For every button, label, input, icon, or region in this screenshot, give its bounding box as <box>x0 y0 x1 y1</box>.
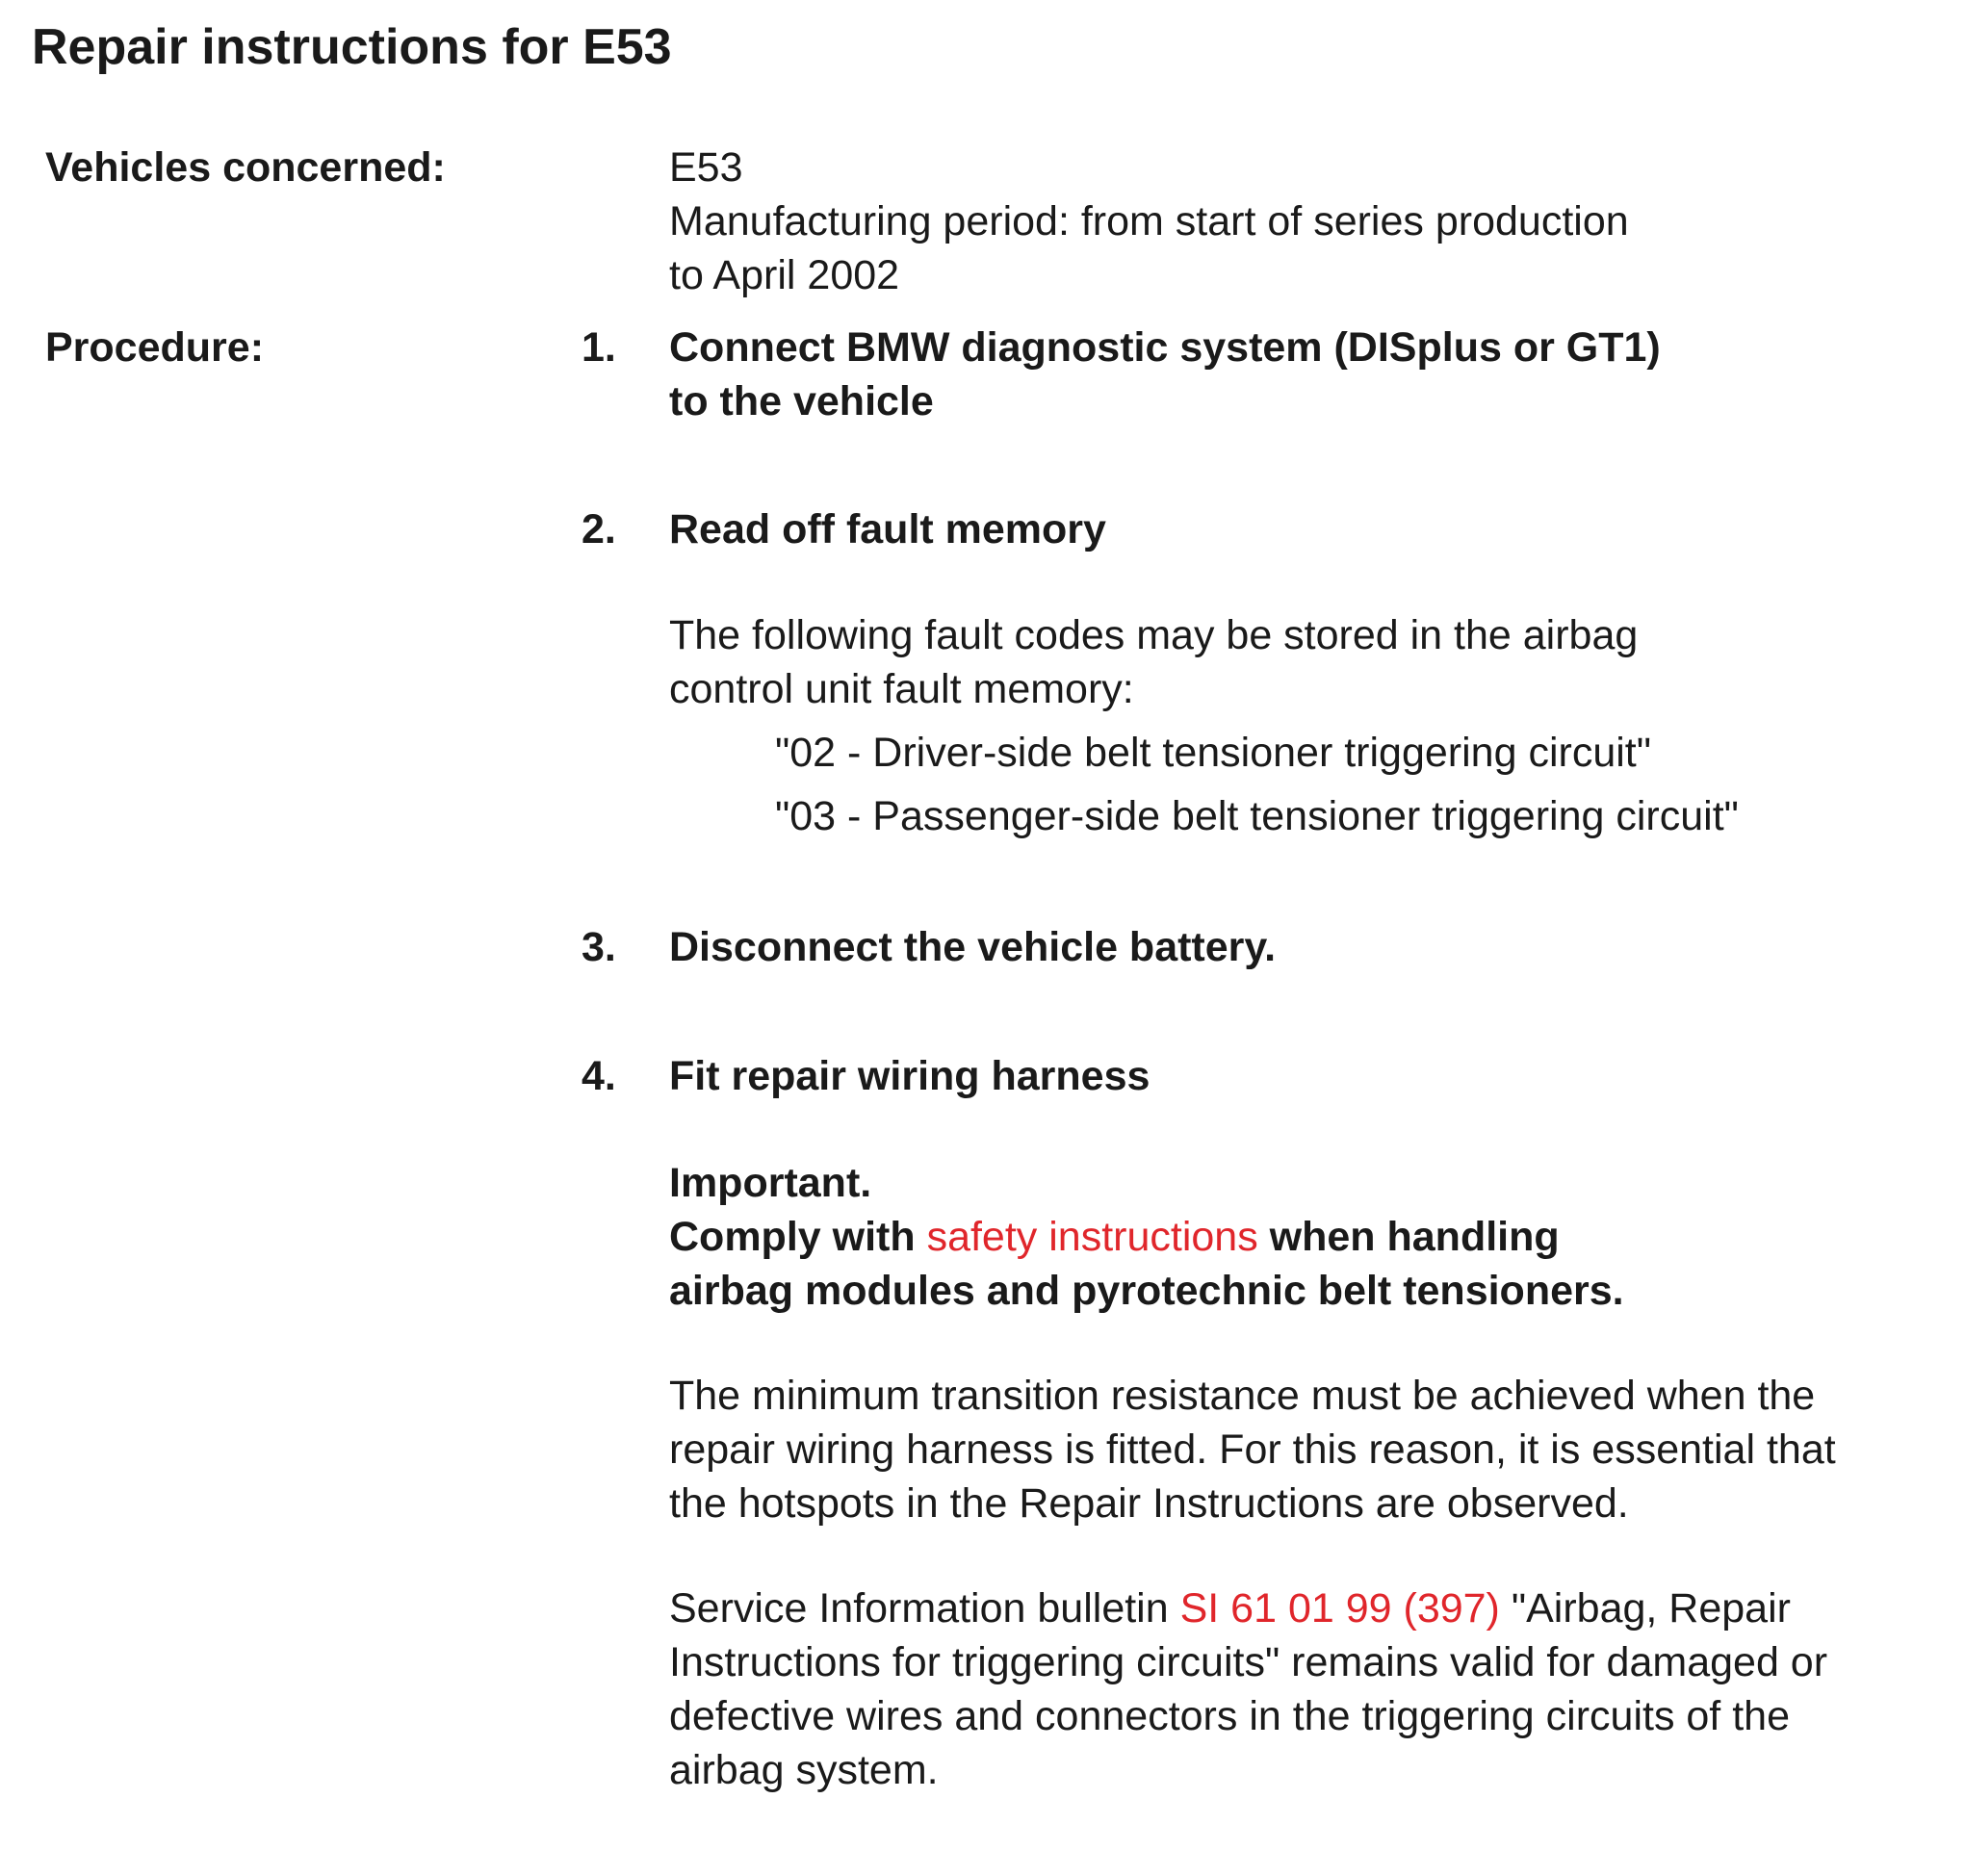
step-1-line-2: to the vehicle <box>669 378 934 424</box>
step-1-number: 1. <box>582 324 616 371</box>
fault-code-02: "02 - Driver-side belt tensioner triggering circuit" <box>775 730 1651 776</box>
comply-line <box>669 1210 1950 1264</box>
si-line-4: airbag system. <box>669 1747 939 1793</box>
vehicles-info <box>669 141 1950 302</box>
manufacturing-period: Manufacturing period: from start of series production <box>669 198 1629 244</box>
si-pre: Service Information bulletin <box>669 1585 1180 1632</box>
resistance-line-1: The minimum transition resistance must be achieved when the <box>669 1373 1816 1419</box>
comply-pre: Comply with <box>669 1214 927 1260</box>
si-line-3: defective wires and connectors in the triggering circuits of the <box>669 1693 1790 1739</box>
comply-line-2: airbag modules and pyrotechnic belt tensioners. <box>669 1268 1624 1314</box>
fault-code-03: "03 - Passenger-side belt tensioner triggering circuit" <box>775 793 1739 839</box>
step-1-line-1: Connect BMW diagnostic system (DISplus or GT1) <box>669 324 1661 371</box>
si-line-2: Instructions for triggering circuits" remains valid for damaged or <box>669 1639 1828 1685</box>
step-2-heading: Read off fault memory <box>669 506 1106 553</box>
procedure-label: Procedure: <box>45 324 265 371</box>
important-label: Important. <box>669 1160 872 1206</box>
step-4-heading: Fit repair wiring harness <box>669 1053 1151 1099</box>
step-2-body-line-2: control unit fault memory: <box>669 666 1134 712</box>
vehicles-label: Vehicles concerned: <box>45 144 446 191</box>
step-2-number: 2. <box>582 506 616 553</box>
safety-instructions-link[interactable]: safety instructions <box>926 1214 1258 1260</box>
si-post: "Airbag, Repair <box>1499 1585 1791 1632</box>
si-bulletin-link[interactable]: SI 61 01 99 (397) <box>1179 1585 1500 1632</box>
important-notice <box>669 1156 1950 1318</box>
resistance-line-3: the hotspots in the Repair Instructions are observed. <box>669 1480 1629 1527</box>
step-3-number: 3. <box>582 924 616 970</box>
step-2-body <box>669 608 1950 716</box>
step-3-heading: Disconnect the vehicle battery. <box>669 924 1277 970</box>
page-title: Repair instructions for E53 <box>32 19 672 75</box>
si-line-1 <box>669 1581 1950 1635</box>
vehicle-model: E53 <box>669 144 743 191</box>
resistance-paragraph <box>669 1369 1950 1530</box>
resistance-line-2: repair wiring harness is fitted. For this reason, it is essential that <box>669 1426 1836 1473</box>
step-4-number: 4. <box>582 1053 616 1099</box>
manufacturing-period-end: to April 2002 <box>669 252 900 298</box>
service-info-paragraph <box>669 1581 1950 1797</box>
step-1-heading <box>669 321 1950 428</box>
step-2-body-line-1: The following fault codes may be stored in the airbag <box>669 612 1639 658</box>
comply-post: when handling <box>1257 1214 1560 1260</box>
